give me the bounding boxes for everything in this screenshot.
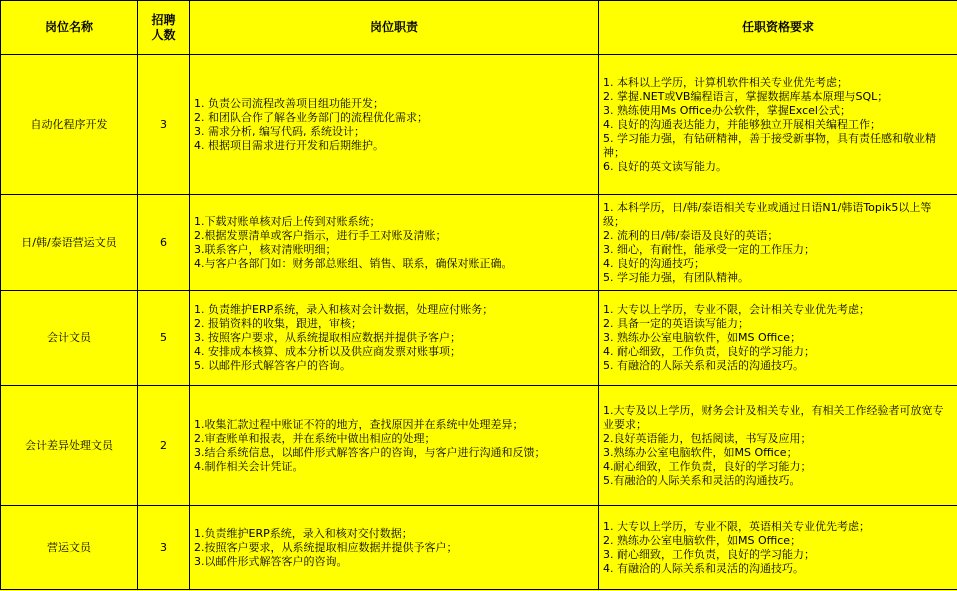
duties-cell bbox=[190, 506, 599, 590]
position-name: 日/韩/泰语营运文员 bbox=[1, 195, 138, 291]
position-name: 自动化程序开发 bbox=[1, 55, 138, 195]
table-row bbox=[1, 291, 957, 386]
hiring-count: 5 bbox=[138, 291, 190, 386]
requirements-cell bbox=[599, 291, 957, 386]
duty-item: 4.与客户各部门如：财务部总账组、销售、联系，确保对账正确。 bbox=[194, 256, 513, 270]
duty-item: 1. 负责维护ERP系统，录入和核对会计数据，处理应付账务； bbox=[194, 303, 494, 316]
duty-item: 3.联系客户，核对清账明细； bbox=[194, 242, 337, 256]
position-name: 营运文员 bbox=[1, 506, 138, 590]
requirement-item: 3. 熟练使用Ms Office办公软件，掌握Excel公式； bbox=[603, 103, 851, 117]
requirement-item: 4. 耐心细致，工作负责，良好的学习能力； bbox=[603, 345, 815, 358]
requirement-item: 5. 有融洽的人际关系和灵活的沟通技巧。 bbox=[603, 359, 804, 372]
table-row bbox=[1, 506, 957, 590]
requirement-item: 1. 本科以上学历，计算机软件相关专业优先考虑； bbox=[603, 75, 848, 89]
requirement-item: 2.良好英语能力，包括阅读，书写及应用； bbox=[603, 431, 812, 445]
header-position: 岗位名称 bbox=[1, 1, 138, 55]
position-name: 会计文员 bbox=[1, 291, 138, 386]
duties-cell bbox=[190, 195, 599, 291]
requirements-cell bbox=[599, 386, 957, 506]
duty-item: 2. 报销资料的收集，跟进，审核； bbox=[194, 317, 362, 330]
requirement-item: 2. 熟练办公室电脑软件，如MS Office； bbox=[603, 533, 802, 547]
duty-item: 3.结合系统信息，以邮件形式解答客户的咨询，与客户进行沟通和反馈； bbox=[194, 445, 546, 459]
requirement-item: 4. 良好的沟通技巧； bbox=[603, 256, 705, 270]
requirement-item: 1. 大专以上学历，专业不限，会计相关专业优先考虑； bbox=[603, 303, 870, 316]
requirement-item: 3. 熟练办公室电脑软件，如MS Office； bbox=[603, 331, 802, 344]
duty-item: 5. 以邮件形式解答客户的咨询。 bbox=[194, 359, 351, 372]
requirements-cell bbox=[599, 195, 957, 291]
header-duties: 岗位职责 bbox=[190, 1, 599, 55]
duty-item: 3.以邮件形式解答客户的咨询。 bbox=[194, 554, 348, 568]
duties-cell bbox=[190, 386, 599, 506]
requirement-item: 4.耐心细致，工作负责，良好的学习能力； bbox=[603, 459, 812, 473]
header-requirements: 任职资格要求 bbox=[599, 1, 957, 55]
duty-item: 1.下载对账单核对后上传到对账系统； bbox=[194, 214, 381, 228]
table-row bbox=[1, 55, 957, 195]
requirement-item: 2. 具备一定的英语读写能力； bbox=[603, 317, 749, 330]
header-count bbox=[138, 1, 190, 55]
duty-item: 4.制作相关会计凭证。 bbox=[194, 459, 304, 473]
hiring-count: 6 bbox=[138, 195, 190, 291]
requirement-item: 5. 学习能力强，有钻研精神，善于接受新事物，具有责任感和敬业精神； bbox=[603, 131, 936, 159]
duty-item: 1.收集汇款过程中账证不符的地方，查找原因并在系统中处理差异； bbox=[194, 417, 524, 431]
requirement-item: 2. 流利的日/韩/泰语及良好的英语； bbox=[603, 228, 779, 242]
requirement-item: 6. 良好的英文读写能力。 bbox=[603, 159, 727, 173]
duty-item: 1.负责维护ERP系统，录入和核对交付数据； bbox=[194, 526, 413, 540]
requirement-item: 1. 本科学历，日/韩/泰语相关专业或通过日语N1/韩语Topik5以上等级； bbox=[603, 200, 932, 228]
duty-item: 2.根据发票清单或客户指示，进行手工对账及清账； bbox=[194, 228, 447, 242]
table-row bbox=[1, 195, 957, 291]
duties-cell bbox=[190, 55, 599, 195]
duty-item: 2.审查账单和报表，并在系统中做出相应的处理； bbox=[194, 431, 436, 445]
duty-item: 2.按照客户要求，从系统提取相应数据并提供予客户； bbox=[194, 540, 458, 554]
duty-item: 2. 和团队合作了解各业务部门的流程优化需求； bbox=[194, 110, 428, 124]
hiring-count: 3 bbox=[138, 55, 190, 195]
requirement-item: 5. 学习能力强，有团队精神。 bbox=[603, 270, 749, 284]
hiring-count: 2 bbox=[138, 386, 190, 506]
duty-item: 1. 负责公司流程改善项目组功能开发； bbox=[194, 96, 384, 110]
requirements-cell bbox=[599, 55, 957, 195]
header-count-line1: 招聘 bbox=[151, 12, 176, 27]
duty-item: 4. 安排成本核算、成本分析以及供应商发票对账事项； bbox=[194, 345, 461, 358]
duties-cell bbox=[190, 291, 599, 386]
requirements-cell bbox=[599, 506, 957, 590]
requirement-item: 3.熟练办公室电脑软件，如MS Office； bbox=[603, 445, 798, 459]
header-count-line2: 人数 bbox=[151, 27, 176, 42]
requirement-item: 4. 有融洽的人际关系和灵活的沟通技巧。 bbox=[603, 561, 804, 575]
duty-item: 4. 根据项目需求进行开发和后期维护。 bbox=[194, 138, 384, 152]
requirement-item: 4. 良好的沟通表达能力，并能够独立开展相关编程工作； bbox=[603, 117, 881, 131]
hiring-count: 3 bbox=[138, 506, 190, 590]
requirement-item: 3. 细心，有耐性，能承受一定的工作压力； bbox=[603, 242, 815, 256]
requirement-item: 1.大专及以上学历，财务会计及相关专业，有相关工作经验者可放宽专业要求； bbox=[603, 403, 944, 431]
position-name: 会计差异处理文员 bbox=[1, 386, 138, 506]
duty-item: 3. 按照客户要求，从系统提取相应数据并提供予客户； bbox=[194, 331, 461, 344]
header-row bbox=[1, 1, 957, 55]
table-row bbox=[1, 386, 957, 506]
requirement-item: 5.有融洽的人际关系和灵活的沟通技巧。 bbox=[603, 473, 801, 487]
requirement-item: 3. 耐心细致，工作负责，良好的学习能力； bbox=[603, 547, 815, 561]
requirement-item: 2. 掌握.NET或VB编程语言，掌握数据库基本原理与SQL； bbox=[603, 89, 889, 103]
duty-item: 3. 需求分析, 编写代码, 系统设计； bbox=[194, 124, 365, 138]
requirement-item: 1. 大专以上学历，专业不限，英语相关专业优先考虑； bbox=[603, 519, 870, 533]
